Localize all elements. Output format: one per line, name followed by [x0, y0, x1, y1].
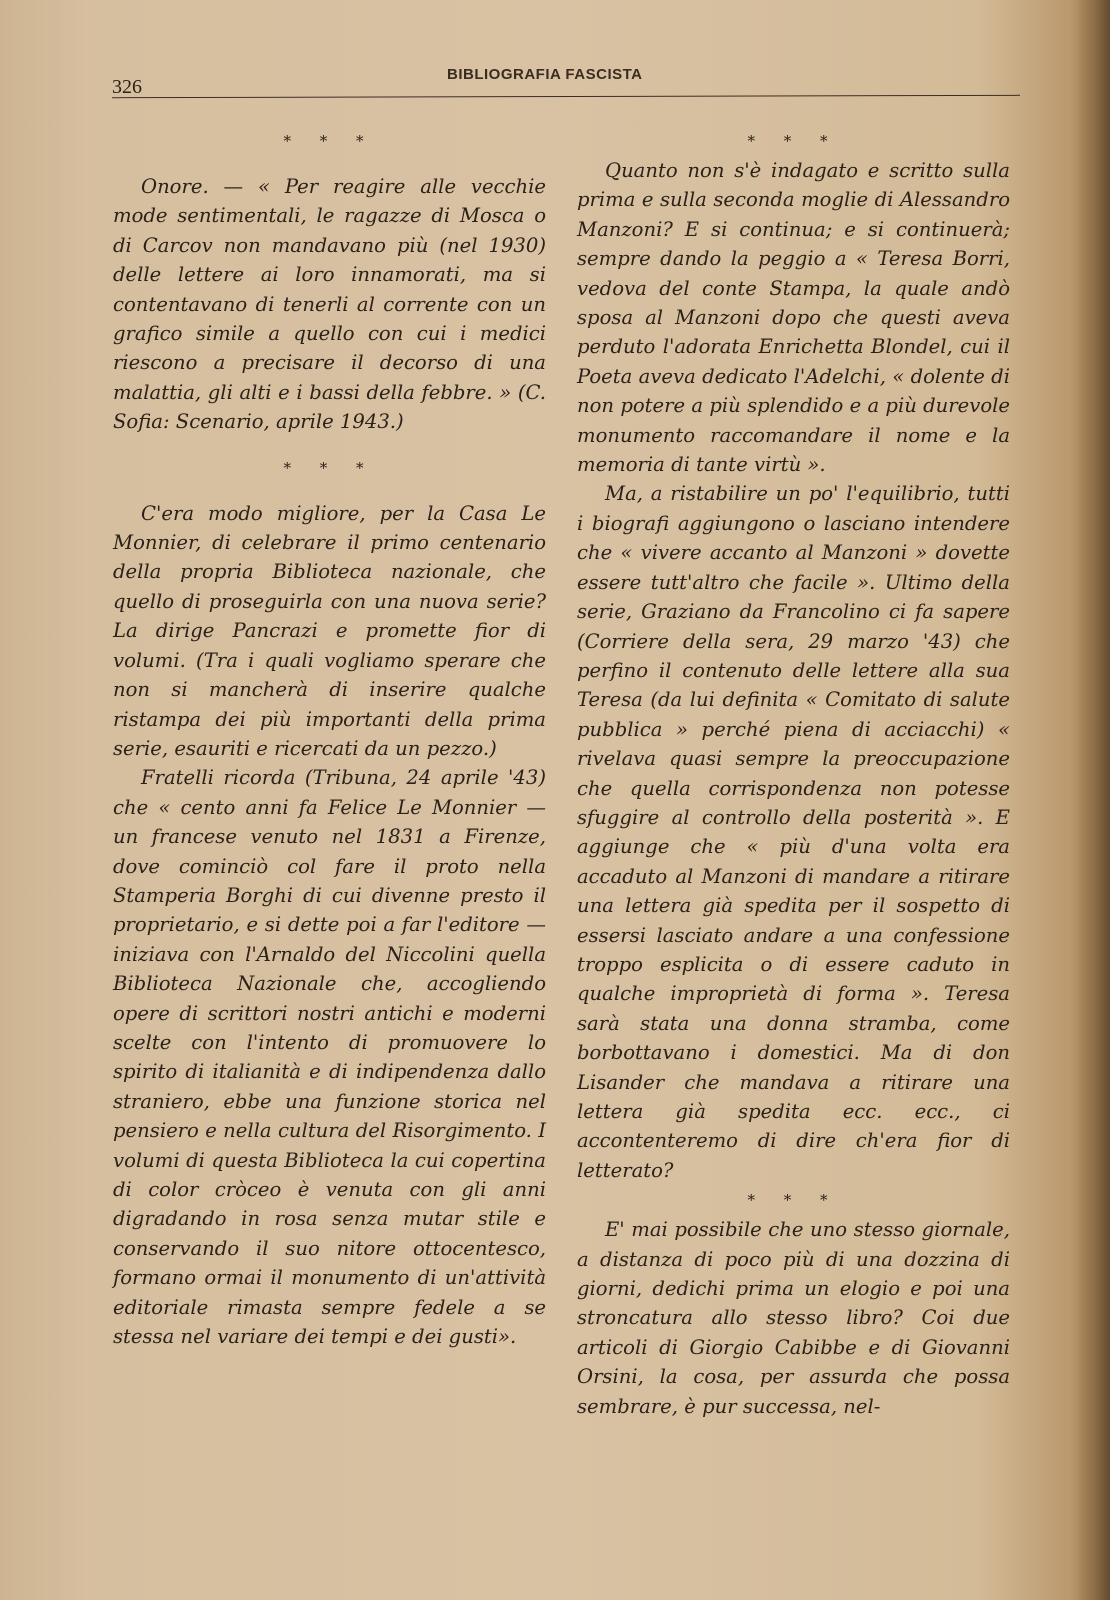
paragraph-fratelli: Fratelli ricorda (Tribuna, 24 aprile '43) che « cento anni fa Felice Le Monnier — un francese venuto nel 1831 a Firenze, dove cominciò col fare il proto nella Stamperia Borghi di cui divenne presto il proprietario, e si dette poi a far l'editore — iniziava con l'Arnaldo del Niccolini quella Biblioteca Nazionale che, accogliendo opere di scrittori nostri antichi e moderni scelte con l'intento di promuovere lo spirito di italianità e di indipendenza dallo straniero, ebbe una funzione storica nel pensiero e nella cultura del Risorgimento. I volumi di questa Biblioteca la cui copertina di color cròceo è venuta con gli anni digradando in rosa senza mutar stile e conservando il suo nitore ottocentesco, formano ormai il monumento di un'attività editoriale rimasta sempre fedele a se stessa nel variare dei tempi e dei gusti».	[113, 766, 546, 1349]
paragraph-equilibrio: Ma, a ristabilire un po' l'equilibrio, tutti i biografi aggiungono o lasciano intendere che « vivere accanto al Manzoni » dovette essere tutt'altro che facile ». Ultimo della serie, Graziano da Francolino ci fa sapere (Corriere della sera, 29 marzo '43) che perfino il contenuto delle lettere alla sua Teresa (da lui definita « Comitato di salute pubblica » perché piena di acciacchi) « rivelava quasi sempre la preoccupazione che quella corrispondenza non potesse sfuggire al controllo della posterità ». E aggiunge che « più d'una volta era accaduto al Manzoni di mandare a ritirare una lettera già spedita per il sospetto di essersi lasciato andare a una confessione troppo esplicita o di essere caduto in qualche improprietà di forma ». Teresa sarà stata una donna stramba, come borbottavano i domestici. Ma di don Lisander che mandava a ritirare una lettera già spedita ecc. ecc., ci accontenteremo di dire ch'era fior di letterato?	[577, 482, 1010, 1182]
page-edge-shadow	[1070, 0, 1110, 1600]
running-title: BIBLIOGRAFIA FASCISTA	[447, 66, 643, 83]
paragraph-onore: Onore. — « Per reagire alle vecchie mode sentimentali, le ragazze di Mosca o di Carcov non mandavano più (nel 1930) delle lettere ai loro innamorati, ma si contentavano di tenerli al corrente con un grafico simile a quello con cui i medici riescono a precisare il decorso di una malattia, gli alti e i bassi della febbre. » (C. Sofia: Scenario, aprile 1943.)	[113, 175, 546, 434]
section-separator: * * *	[283, 458, 376, 477]
paragraph-manzoni: Quanto non s'è indagato e scritto sulla prima e sulla seconda moglie di Alessandro Manzoni? E si continua; e si continuerà; sempre dando la peggio a « Teresa Borri, vedova del conte Stampa, la quale andò sposa al Manzoni dopo che questi aveva perduto l'adorata Enrichetta Blondel, cui il Poeta aveva dedicato l'Adelchi, « dolente di non potere a più splendido e a più durevole monumento raccomandare il nome e la memoria di tante virtù ».	[577, 159, 1010, 477]
section-separator: * * *	[283, 132, 376, 150]
left-column	[113, 126, 546, 1351]
paragraph-giornale: E' mai possibile che uno stesso giornale, a distanza di poco più di una dozzina di giorni, dedichi prima un elogio e poi una stroncatura allo stesso libro? Coi due articoli di Giorgio Cabibbe e di Giovanni Orsini, la cosa, per assurda che possa sembrare, è pur successa, nel-	[577, 1218, 1010, 1418]
section-separator: * * *	[747, 1191, 840, 1210]
section-separator: * * *	[747, 132, 840, 150]
page-number: 326	[112, 76, 142, 98]
paragraph-le-monnier: C'era modo migliore, per la Casa Le Monnier, di celebrare il primo centenario della propria Biblioteca nazionale, che quello di proseguirla con una nuova serie? La dirige Pancrazi e promette fior di volumi. (Tra i quali vogliamo sperare che non si mancherà di inserire qualche ristampa dei più importanti della prima serie, esauriti e ricercati da un pezzo.)	[113, 501, 546, 760]
right-column	[577, 126, 1010, 1421]
header-rule	[112, 95, 1020, 98]
page-header	[112, 64, 1020, 100]
